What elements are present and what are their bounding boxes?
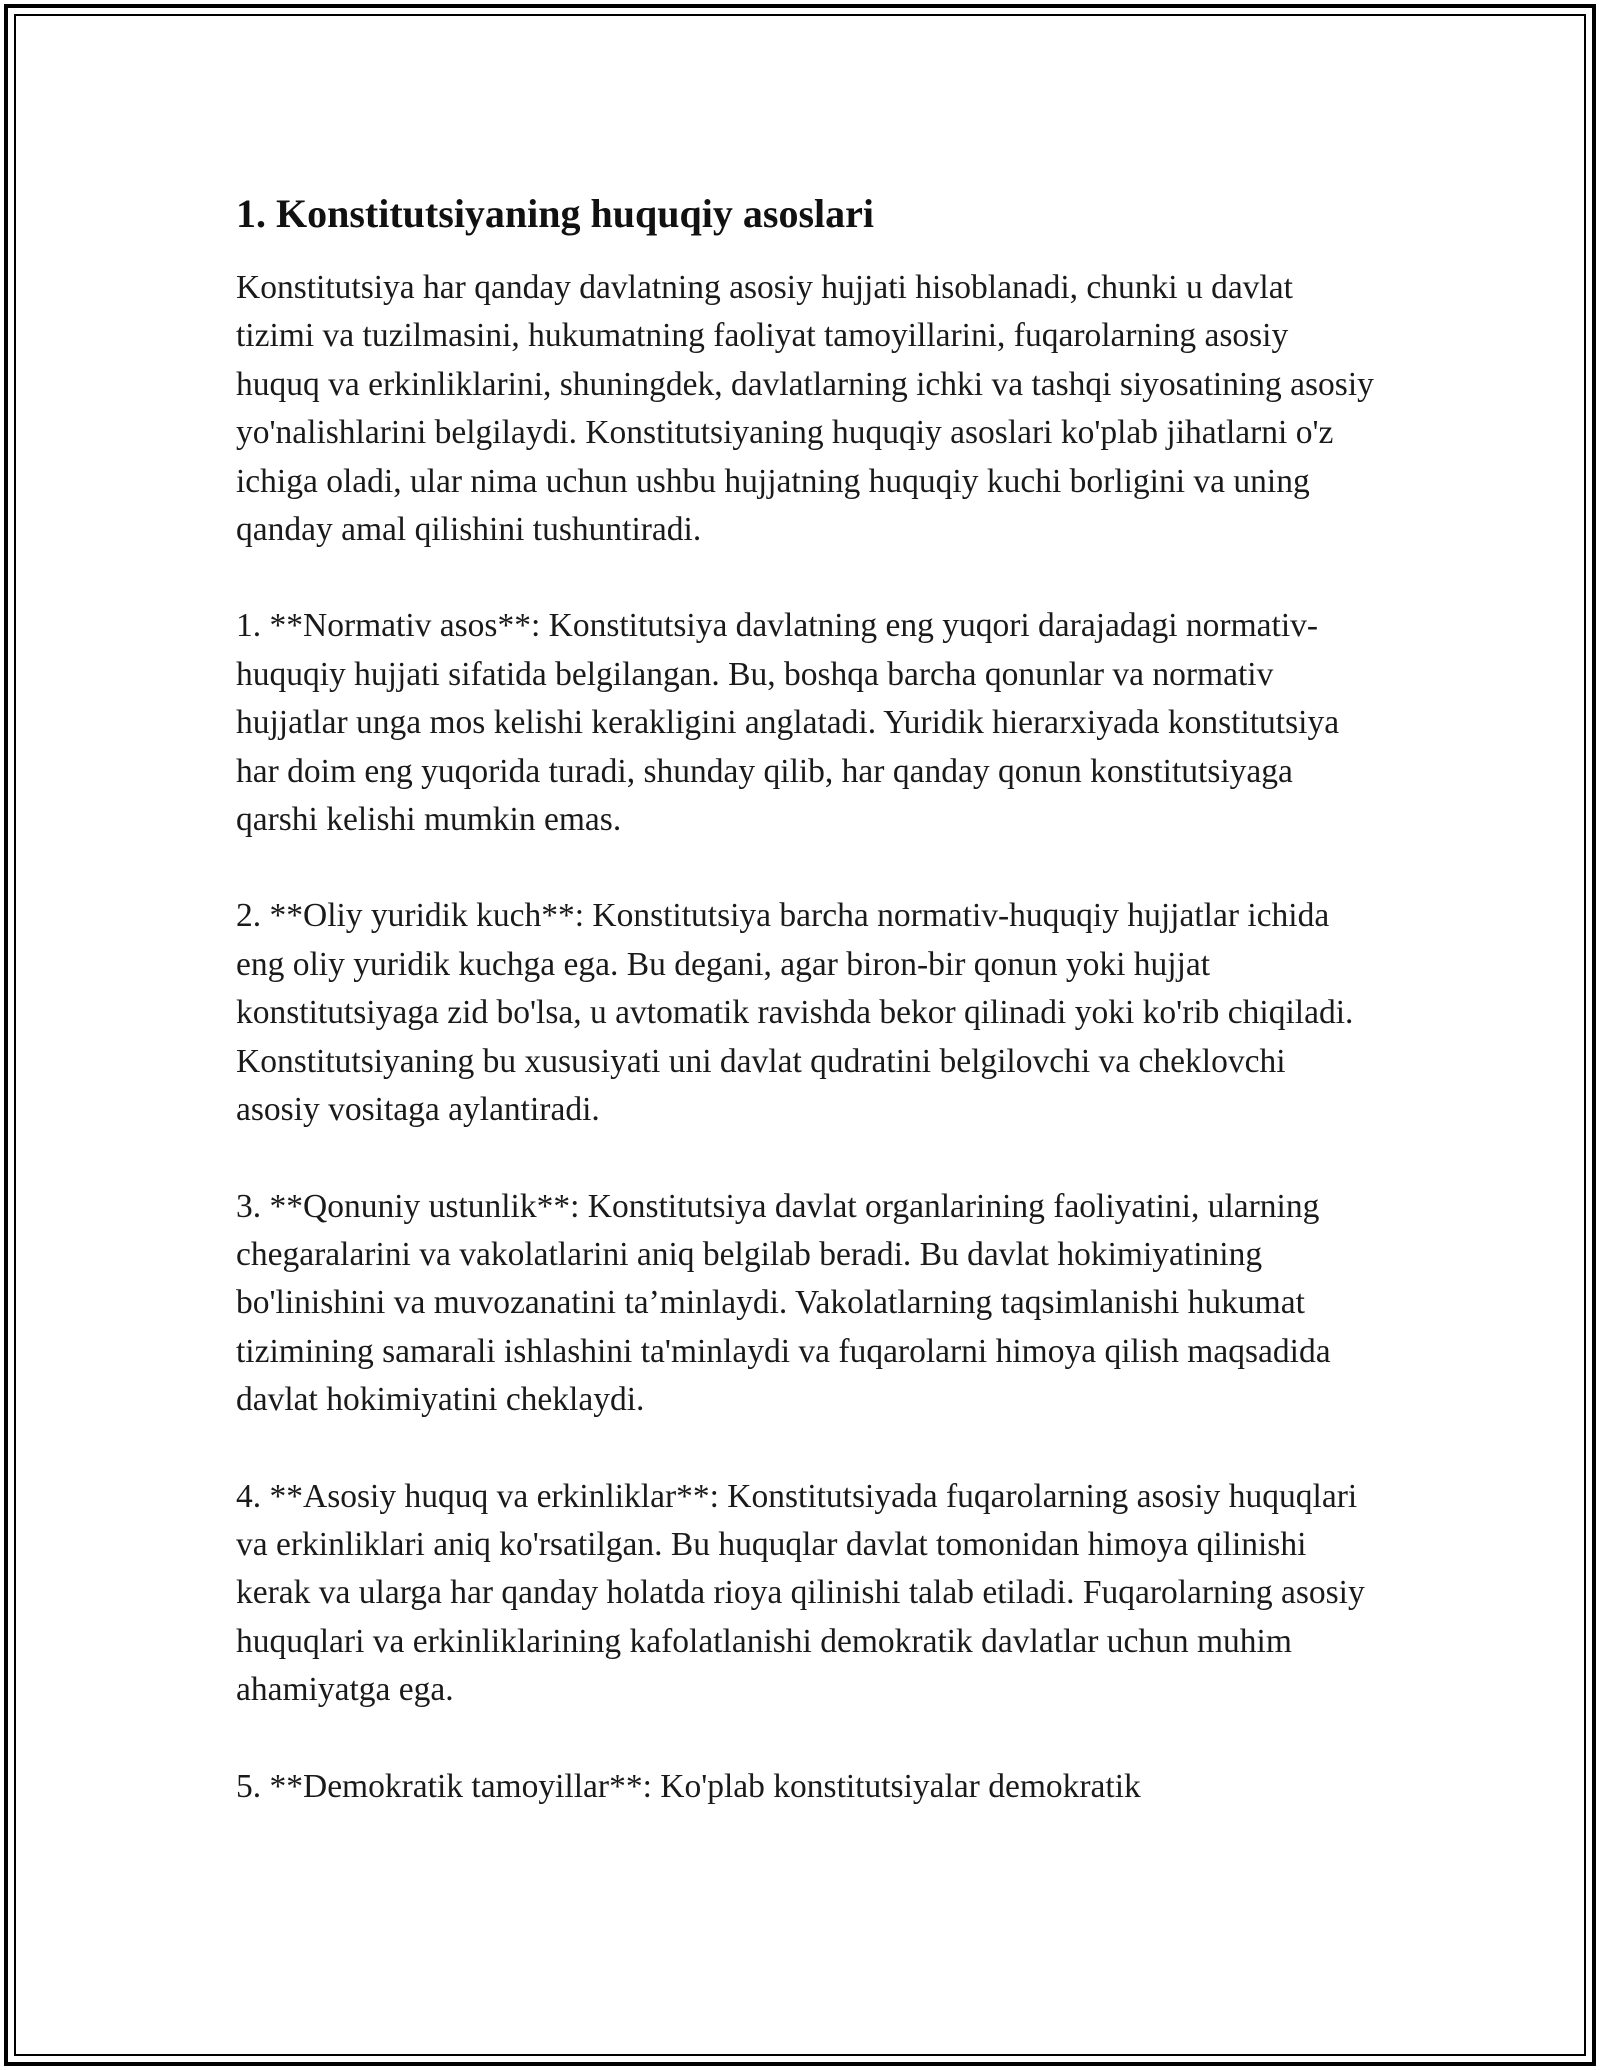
- paragraph-oliy-yuridik-kuch: 2. **Oliy yuridik kuch**: Konstitutsiya barcha normativ-huquqiy hujjatlar ichida eng oliy yuridik kuchga ega. Bu degani, agar biron-bir qonun yoki hujjat konstitutsiyaga zid bo'lsa, u avtomatik ravishda bekor qilinadi yoki ko'rib chiqiladi. Konstitutsiyaning bu xususiyati uni davlat qudratini belgilovchi va cheklovchi asosiy vositaga aylantiradi.: [236, 897, 1354, 1129]
- document-title: 1. Konstitutsiyaning huquqiy asoslari: [236, 191, 874, 236]
- document-body: [236, 186, 1374, 1859]
- paragraph-normativ-asos: 1. **Normativ asos**: Konstitutsiya davlatning eng yuqori darajadagi normativ-huquqiy hujjati sifatida belgilangan. Bu, boshqa barcha qonunlar va normativ hujjatlar unga mos kelishi kerakligini anglatadi. Yuridik hierarxiyada konstitutsiya har doim eng yuqorida turadi, shunday qilib, har qanday qonun konstitutsiyaga qarshi kelishi mumkin emas.: [236, 607, 1340, 839]
- paragraph-asosiy-huquq: 4. **Asosiy huquq va erkinliklar**: Konstitutsiyada fuqarolarning asosiy huquqlari va erkinliklari aniq ko'rsatilgan. Bu huquqlar davlat tomonidan himoya qilinishi kerak va ularga har qanday holatda rioya qilinishi talab etiladi. Fuqarolarning asosiy huquqlari va erkinliklarining kafolatlanishi demokratik davlatlar uchun muhim ahamiyatga ega.: [236, 1477, 1365, 1709]
- intro-paragraph: Konstitutsiya har qanday davlatning asosiy hujjati hisoblanadi, chunki u davlat tizimi va tuzilmasini, hukumatning faoliyat tamoyillarini, fuqarolarning asosiy huquq va erkinliklarini, shuningdek, davlatlarning ichki va tashqi siyosatining asosiy yo'nalishlarini belgilaydi. Konstitutsiyaning huquqiy asoslari ko'plab jihatlarni o'z ichiga oladi, ular nima uchun ushbu hujjatning huquqiy kuchi borligini va uning qanday amal qilishini tushuntiradi.: [236, 269, 1374, 549]
- paragraph-qonuniy-ustunlik: 3. **Qonuniy ustunlik**: Konstitutsiya davlat organlarining faoliyatini, ularning chegaralarini va vakolatlarini aniq belgilab beradi. Bu davlat hokimiyatining bo'linishini va muvozanatini ta’minlaydi. Vakolatlarning taqsimlanishi hukumat tizimining samarali ishlashini ta'minlaydi va fuqarolarni himoya qilish maqsadida davlat hokimiyatini cheklaydi.: [236, 1187, 1331, 1419]
- paragraph-demokratik-tamoyillar: 5. **Demokratik tamoyillar**: Ko'plab konstitutsiyalar demokratik: [236, 1767, 1141, 1805]
